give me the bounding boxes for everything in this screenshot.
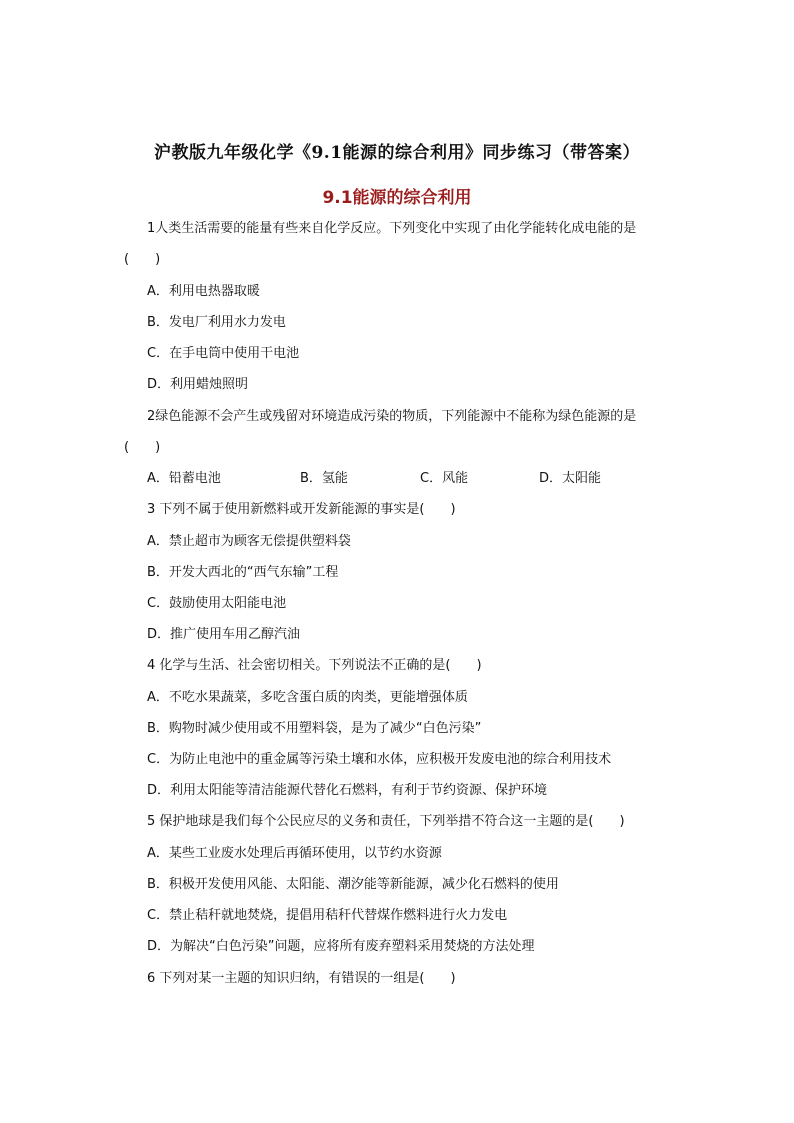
question-3-stem: 3 下列不属于使用新燃料或开发新能源的事实是( ) — [147, 502, 456, 517]
question-3-option-c: C．鼓励使用太阳能电池 — [147, 596, 287, 611]
question-5-option-b: B．积极开发使用风能、太阳能、潮汐能等新能源，减少化石燃料的使用 — [147, 877, 559, 892]
question-2-option-c: C．风能 — [420, 471, 469, 486]
question-1-stem: 1人类生活需要的能量有些来自化学反应。下列变化中实现了由化学能转化成电能的是 — [147, 221, 637, 236]
question-3-option-d: D．推广使用车用乙醇汽油 — [147, 627, 301, 642]
question-6-stem: 6 下列对某一主题的知识归纳，有错误的一组是( ) — [147, 971, 456, 986]
question-5-option-a: A．某些工业废水处理后再循环使用，以节约水资源 — [147, 846, 442, 861]
question-3-option-a: A．禁止超市为顾客无偿提供塑料袋 — [147, 534, 351, 549]
question-2-option-b: B．氢能 — [300, 471, 348, 486]
question-1-option-b: B．发电厂利用水力发电 — [147, 315, 286, 330]
question-2-option-d: D．太阳能 — [539, 471, 602, 486]
question-5-option-d: D．为解决“白色污染”问题，应将所有废弃塑料采用焚烧的方法处理 — [147, 939, 535, 954]
question-5-option-c: C．禁止秸秆就地焚烧，提倡用秸秆代替煤作燃料进行火力发电 — [147, 908, 508, 923]
question-1-option-a: A．利用电热器取暖 — [147, 284, 260, 299]
question-5-stem: 5 保护地球是我们每个公民应尽的义务和责任，下列举措不符合这一主题的是( ) — [147, 814, 625, 829]
question-1-option-c: C．在手电筒中使用干电池 — [147, 346, 300, 361]
question-4-option-d: D．利用太阳能等清洁能源代替化石燃料，有利于节约资源、保护环境 — [147, 783, 548, 798]
question-1-answer-paren: ( ) — [124, 252, 161, 267]
question-4-option-c: C．为防止电池中的重金属等污染土壤和水体，应积极开发废电池的综合利用技术 — [147, 752, 612, 767]
question-2-options-row — [147, 470, 667, 488]
question-2-stem: 2绿色能源不会产生或残留对环境造成污染的物质，下列能源中不能称为绿色能源的是 — [147, 409, 637, 424]
question-2-option-a: A．铅蓄电池 — [147, 471, 221, 486]
question-4-option-b: B．购物时减少使用或不用塑料袋，是为了减少“白色污染” — [147, 721, 482, 736]
question-3-option-b: B．开发大西北的“西气东输”工程 — [147, 565, 339, 580]
question-4-option-a: A．不吃水果蔬菜，多吃含蛋白质的肉类，更能增强体质 — [147, 690, 468, 705]
document-title: 沪教版九年级化学《9.1能源的综合利用》同步练习（带答案） — [153, 143, 641, 163]
question-2-answer-paren: ( ) — [124, 440, 161, 455]
question-4-stem: 4 化学与生活、社会密切相关。下列说法不正确的是( ) — [147, 658, 482, 673]
question-1-option-d: D．利用蜡烛照明 — [147, 377, 249, 392]
section-title: 9.1能源的综合利用 — [322, 188, 472, 208]
